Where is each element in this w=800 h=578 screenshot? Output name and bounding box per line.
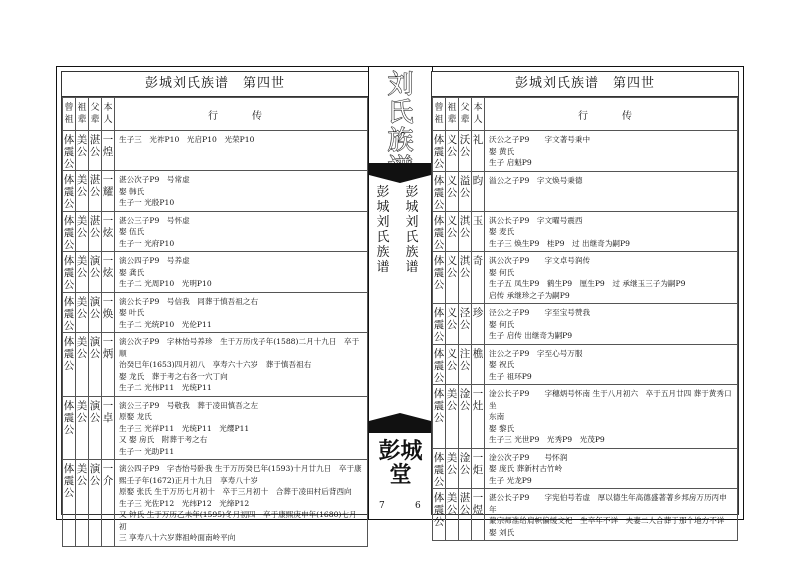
great-grandfather-cell: 体震公 xyxy=(433,489,446,541)
table-row xyxy=(433,489,738,541)
biography-line: 熙壬子年(1672)正月十九日 享寿八十岁 xyxy=(119,475,259,485)
great-grandfather-cell: 体震公 xyxy=(63,460,76,547)
biography-line: 演公次子P9 字林怡号养珍 生于万历戊子年(1588)二月十九日 卒于顺 xyxy=(119,337,360,358)
grandfather-cell: 义公 xyxy=(446,171,459,211)
biography-line: 又 娶 房氏 附葬于考之右 xyxy=(119,435,208,444)
right-table-body xyxy=(433,131,738,541)
table-row xyxy=(433,211,738,252)
header-self: 本人 xyxy=(472,98,485,131)
spine-title-block xyxy=(369,67,432,157)
self-cell: 一卓 xyxy=(102,396,115,460)
right-page xyxy=(431,71,739,537)
biography-cell xyxy=(485,489,738,541)
biography-line: 娶 麦氏 xyxy=(489,227,515,236)
father-cell: 淦公 xyxy=(459,448,472,489)
biography-line: 生子 祖环P9 xyxy=(489,371,532,381)
father-cell: 演公 xyxy=(89,252,102,293)
grandfather-cell: 义公 xyxy=(446,304,459,345)
table-row xyxy=(63,131,368,171)
left-table-body xyxy=(63,131,368,547)
table-row xyxy=(433,448,738,489)
father-cell: 演公 xyxy=(89,333,102,397)
header-grandfather: 祖辈 xyxy=(446,98,459,131)
grandfather-cell: 美公 xyxy=(446,448,459,489)
biography-line: 生子 启传 出继奇为嗣P9 xyxy=(489,331,573,340)
great-grandfather-cell: 体震公 xyxy=(433,131,446,172)
self-cell: 一焕 xyxy=(102,292,115,333)
biography-line: 生子三 光祚P10 光启P10 光荣P10 xyxy=(119,135,255,144)
biography-line: 演公四子P9 字杏怡号卧我 生于万历癸巳年(1593)十月廿九日 卒于康 xyxy=(119,464,362,473)
great-grandfather-cell: 体震公 xyxy=(433,171,446,211)
table-row xyxy=(433,344,738,385)
table-row xyxy=(63,292,368,333)
biography-cell xyxy=(485,385,738,449)
table-row xyxy=(63,211,368,252)
header-self: 本人 xyxy=(102,98,115,131)
biography-cell xyxy=(115,292,368,333)
grandfather-cell: 美公 xyxy=(76,171,89,212)
great-grandfather-cell: 体震公 xyxy=(433,385,446,449)
father-cell: 演公 xyxy=(89,460,102,547)
biography-line: 娶 伍氏 xyxy=(119,227,145,236)
father-cell: 淦公 xyxy=(459,385,472,449)
biography-line: 治癸巳年(1653)四月初八 享寿六十六岁 葬于慎吾祖右 xyxy=(119,360,312,369)
biography-line: 启传 承继珍之子为嗣P9 xyxy=(489,290,570,300)
biography-line: 演公四子P9 号养虚 xyxy=(119,256,190,265)
great-grandfather-cell: 体震公 xyxy=(433,252,446,304)
father-cell: 湛公 xyxy=(89,171,102,212)
table-row xyxy=(433,171,738,211)
grandfather-cell: 美公 xyxy=(76,460,89,547)
biography-cell xyxy=(115,211,368,252)
biography-line: 生子五 凤生P9 鹤生P9 厘生P9 过 承继玉三子为嗣P9 xyxy=(489,279,686,288)
biography-line: 生子二 光伟P11 光统P11 xyxy=(119,383,212,392)
spine-fishtail-bottom xyxy=(369,413,431,421)
grandfather-cell: 美公 xyxy=(76,292,89,333)
table-row xyxy=(63,460,368,547)
right-header-row xyxy=(433,98,738,131)
self-cell: 一炫 xyxy=(102,211,115,252)
right-page-title: 彭城刘氏族谱 第四世 xyxy=(432,72,738,97)
biography-cell xyxy=(115,460,368,547)
biography-line: 淇公次子P9 字文卓号润传 xyxy=(489,256,591,265)
self-cell: 昀 xyxy=(472,171,485,211)
biography-line: 娶 黄氏 xyxy=(489,146,515,156)
biography-line: 沃公之子P9 字文著号秉中 xyxy=(489,135,591,144)
self-cell: 一煌 xyxy=(102,131,115,171)
great-grandfather-cell: 体震公 xyxy=(63,292,76,333)
self-cell: 一灶 xyxy=(472,385,485,449)
biography-line: 娶 何氏 xyxy=(489,267,515,277)
spine-subtitle-right: 彭城刘氏族谱 xyxy=(405,185,419,275)
biography-line: 生子二 光统P10 光伦P11 xyxy=(119,319,212,329)
biography-line: 三 享寿八十六岁葬祖岭面南岭平向 xyxy=(119,533,236,542)
left-header-row xyxy=(63,98,368,131)
table-row xyxy=(63,252,368,293)
biography-line: 生子三 焕生P9 桂P9 过 出继奇为嗣P9 xyxy=(489,238,630,248)
father-cell: 沃公 xyxy=(459,131,472,172)
grandfather-cell: 美公 xyxy=(446,489,459,541)
table-row xyxy=(433,385,738,449)
biography-cell xyxy=(485,211,738,252)
left-page-title: 彭城刘氏族谱 第四世 xyxy=(62,72,368,97)
grandfather-cell: 美公 xyxy=(76,131,89,171)
biography-cell xyxy=(485,252,738,304)
biography-line: 淇公长子P9 字文曜号震西 xyxy=(489,215,583,225)
self-cell: 一炳 xyxy=(102,333,115,397)
header-grandfather: 祖辈 xyxy=(76,98,89,131)
biography-line: 生子三 光佐P12 光纬P12 光缔P12 xyxy=(119,498,250,508)
biography-line: 娶 刘氏 xyxy=(489,527,515,537)
great-grandfather-cell: 体震公 xyxy=(433,344,446,385)
spine-band-top xyxy=(369,163,432,175)
biography-line: 淦公次子P9 号怀润 xyxy=(489,452,568,462)
header-great-grandfather: 曾祖 xyxy=(63,98,76,131)
biography-line: 演公三子P9 号敬我 葬于凌田慎吾之左 xyxy=(119,400,259,410)
father-cell: 演公 xyxy=(89,396,102,460)
biography-line: 生子 启魁P9 xyxy=(489,158,532,167)
great-grandfather-cell: 体震公 xyxy=(63,211,76,252)
biography-line: 泾公之子P9 字至宝号赞我 xyxy=(489,308,591,317)
spine-band-bottom xyxy=(369,421,432,433)
header-father: 父辈 xyxy=(459,98,472,131)
table-row xyxy=(63,333,368,397)
book-spread xyxy=(56,66,744,542)
table-row xyxy=(63,396,368,460)
biography-cell xyxy=(485,448,738,489)
left-genealogy-table xyxy=(62,97,368,547)
great-grandfather-cell: 体震公 xyxy=(433,448,446,489)
right-genealogy-table xyxy=(432,97,738,541)
father-cell: 注公 xyxy=(459,344,472,385)
father-cell: 演公 xyxy=(89,292,102,333)
spine-title: 刘氏族 xyxy=(387,70,414,156)
self-cell: 一介 xyxy=(102,460,115,547)
biography-line: 娶 龙氏 葬于考之右各一穴丁向 xyxy=(119,371,228,381)
self-cell: 玉 xyxy=(472,211,485,252)
self-cell: 一炫 xyxy=(102,252,115,293)
father-cell: 湛公 xyxy=(89,131,102,171)
grandfather-cell: 美公 xyxy=(76,333,89,397)
biography-line: 蒙宗师准给肩帜偏缓文祀 生卒年不详 夫妻二人合葬于那个地方不详 xyxy=(489,516,725,525)
header-biography: 行 传 xyxy=(115,98,368,131)
biography-line: 又 钟氏 生于万历乙未年(1595)冬月初四 卒于康熙庚申年(1680)七月初 xyxy=(119,510,357,531)
table-row xyxy=(63,171,368,212)
biography-line: 注公之子P9 字至心号万服 xyxy=(489,348,583,358)
grandfather-cell: 美公 xyxy=(76,211,89,252)
table-row xyxy=(433,252,738,304)
self-cell: 一耀 xyxy=(102,171,115,212)
header-great-grandfather: 曾祖 xyxy=(433,98,446,131)
biography-cell xyxy=(485,131,738,172)
self-cell: 一煜 xyxy=(472,489,485,541)
grandfather-cell: 美公 xyxy=(76,252,89,293)
biography-line: 生子二 光周P10 光明P10 xyxy=(119,279,212,288)
biography-line: 生子一 光殷P10 xyxy=(119,198,175,207)
biography-cell xyxy=(115,333,368,397)
father-cell: 溢公 xyxy=(459,171,472,211)
biography-line: 生子 光龙P9 xyxy=(489,475,532,485)
biography-line: 演公长子P9 号信我 同葬于慎吾祖之右 xyxy=(119,296,259,306)
book-spine xyxy=(368,67,433,519)
grandfather-cell: 美公 xyxy=(76,396,89,460)
header-biography: 行 传 xyxy=(485,98,738,131)
self-cell: 礼 xyxy=(472,131,485,172)
biography-line: 娶 祝氏 xyxy=(489,360,515,369)
great-grandfather-cell: 体震公 xyxy=(63,252,76,293)
biography-cell xyxy=(485,171,738,211)
table-row xyxy=(433,131,738,172)
grandfather-cell: 义公 xyxy=(446,131,459,172)
biography-line: 湛公次子P9 号常虚 xyxy=(119,175,190,184)
biography-cell xyxy=(115,252,368,293)
great-grandfather-cell: 体震公 xyxy=(63,333,76,397)
self-cell: 奇 xyxy=(472,252,485,304)
father-cell: 淇公 xyxy=(459,211,472,252)
biography-cell xyxy=(115,171,368,212)
biography-line: 娶 韩氏 xyxy=(119,186,145,196)
grandfather-cell: 义公 xyxy=(446,344,459,385)
biography-line: 娶 叶氏 xyxy=(119,308,145,317)
biography-line: 原娶 张氏 生于万历七月初十 卒于三月初十 合葬于凌田村后背西向 xyxy=(119,487,352,496)
self-cell: 珍 xyxy=(472,304,485,345)
grandfather-cell: 美公 xyxy=(446,385,459,449)
biography-line: 生子三 光祥P11 光统P11 光缨P11 xyxy=(119,423,250,433)
biography-line: 湛公三子P9 号怀虚 xyxy=(119,215,190,225)
father-cell: 湛公 xyxy=(459,489,472,541)
biography-line: 原娶 龙氏 xyxy=(119,412,152,421)
biography-line: 生子一 光助P11 xyxy=(119,446,175,456)
biography-line: 生子三 光世P9 光秀P9 光茂P9 xyxy=(489,435,605,444)
great-grandfather-cell: 体震公 xyxy=(63,396,76,460)
father-cell: 湛公 xyxy=(89,211,102,252)
spine-fishtail-top xyxy=(369,175,431,183)
page-number-left: 7 xyxy=(379,501,385,511)
father-cell: 泾公 xyxy=(459,304,472,345)
biography-cell xyxy=(115,131,368,171)
biography-line: 娶 龚氏 xyxy=(119,267,145,277)
father-cell: 淇公 xyxy=(459,252,472,304)
page-number-right: 6 xyxy=(415,501,421,511)
biography-cell xyxy=(485,304,738,345)
biography-line: 生子一 光府P10 xyxy=(119,238,175,248)
spine-hall-name: 彭城堂 xyxy=(378,438,423,488)
great-grandfather-cell: 体震公 xyxy=(63,131,76,171)
biography-line: 淦公长子P9 字穗炳号怀南 生于八月初六 卒于五月廿四 葬于黄秀口坐 xyxy=(489,389,732,410)
great-grandfather-cell: 体震公 xyxy=(433,211,446,252)
self-cell: 一炬 xyxy=(472,448,485,489)
self-cell: 樵 xyxy=(472,344,485,385)
biography-cell xyxy=(485,344,738,385)
grandfather-cell: 义公 xyxy=(446,211,459,252)
biography-line: 娶 庞氏 葬新村古竹岭 xyxy=(489,464,563,473)
biography-line: 东南 xyxy=(489,412,505,421)
grandfather-cell: 义公 xyxy=(446,252,459,304)
left-page xyxy=(61,71,369,542)
great-grandfather-cell: 体震公 xyxy=(63,171,76,212)
biography-line: 娶 黎氏 xyxy=(489,423,515,433)
biography-line: 溢公之子P9 字文焕号秉德 xyxy=(489,175,583,185)
spine-subtitle-left: 彭城刘氏族谱 xyxy=(376,185,390,275)
biography-line: 娶 何氏 xyxy=(489,319,515,329)
biography-line: 湛公长子P9 字宪伯号若虚 厚以德生年高德盛著著乡邦房万历丙申年 xyxy=(489,493,727,514)
biography-cell xyxy=(115,396,368,460)
header-father: 父辈 xyxy=(89,98,102,131)
table-row xyxy=(433,304,738,345)
great-grandfather-cell: 体震公 xyxy=(433,304,446,345)
